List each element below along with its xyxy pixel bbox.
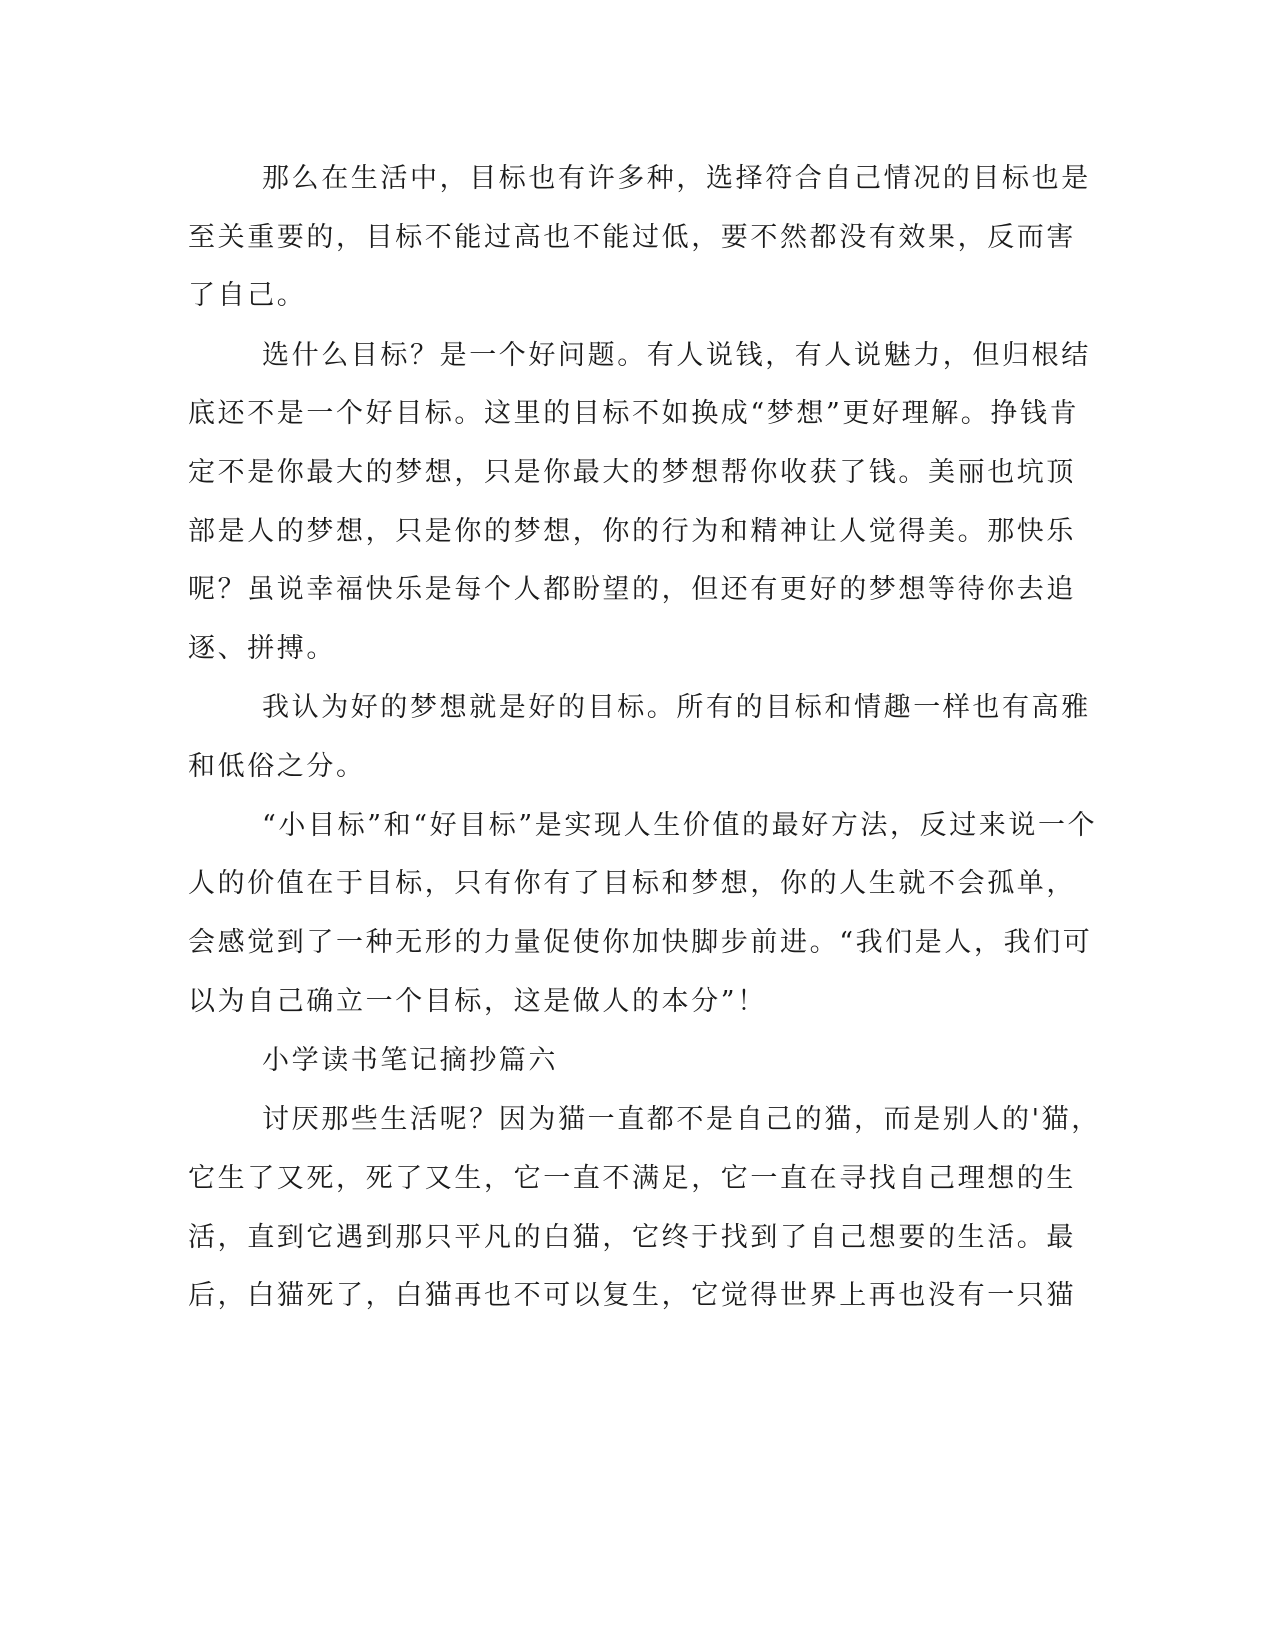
text-line: 底还不是一个好目标。这里的目标不如换成“梦想”更好理解。挣钱肯 (188, 398, 1080, 429)
text-line: 那么在生活中，目标也有许多种，选择符合自己情况的目标也是 (262, 163, 1091, 194)
text-line: 会感觉到了一种无形的力量促使你加快脚步前进。“我们是人，我们可 (188, 927, 1093, 958)
text-line: 至关重要的，目标不能过高也不能过低，要不然都没有效果，反而害 (188, 222, 1076, 253)
section-heading: 小学读书笔记摘抄篇六 (262, 1045, 558, 1076)
text-line: 和低俗之分。 (188, 751, 366, 782)
text-line: 讨厌那些生活呢？因为猫一直都不是自己的猫，而是别人的'猫， (262, 1104, 1101, 1135)
text-line: 它生了又死，死了又生，它一直不满足，它一直在寻找自己理想的生 (188, 1163, 1076, 1194)
text-line: 选什么目标？是一个好问题。有人说钱，有人说魅力，但归根结 (262, 340, 1091, 371)
text-line: 我认为好的梦想就是好的目标。所有的目标和情趣一样也有高雅 (262, 692, 1091, 723)
text-line: 以为自己确立一个目标，这是做人的本分”！ (188, 986, 767, 1017)
text-line: “小目标”和“好目标”是实现人生价值的最好方法，反过来说一个 (262, 810, 1098, 841)
text-line: 呢？虽说幸福快乐是每个人都盼望的，但还有更好的梦想等待你去追 (188, 574, 1076, 605)
text-line: 了自己。 (188, 280, 307, 311)
text-line: 人的价值在于目标，只有你有了目标和梦想，你的人生就不会孤单， (188, 868, 1076, 899)
text-line: 后，白猫死了，白猫再也不可以复生，它觉得世界上再也没有一只猫 (188, 1280, 1076, 1311)
text-line: 逐、拼搏。 (188, 633, 336, 664)
text-line: 部是人的梦想，只是你的梦想，你的行为和精神让人觉得美。那快乐 (188, 516, 1076, 547)
text-line: 定不是你最大的梦想，只是你最大的梦想帮你收获了钱。美丽也坑顶 (188, 457, 1076, 488)
text-line: 活，直到它遇到那只平凡的白猫，它终于找到了自己想要的生活。最 (188, 1222, 1076, 1253)
